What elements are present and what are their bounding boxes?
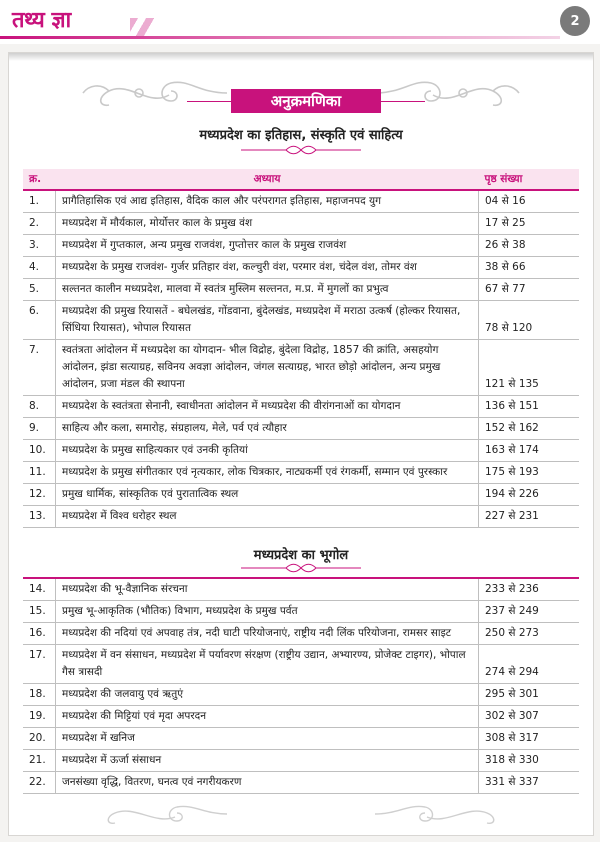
chapter-title: मध्यप्रदेश की नदियां एवं अपवाह तंत्र, नदी घाटी परियोजनाएं, राष्ट्रीय नदी लिंक परियोजना, रामसर साइट	[56, 623, 479, 645]
page-number-badge: 2	[560, 6, 590, 36]
chapter-title: मध्यप्रदेश में मौर्यकाल, मोर्योत्तर काल के प्रमुख वंश	[56, 213, 479, 235]
chapter-title: मध्यप्रदेश के प्रमुख राजवंश- गुर्जर प्रतिहार वंश, कल्चुरी वंश, परमार वंश, चंदेल वंश, तोमर वंश	[56, 257, 479, 279]
chapter-number: 11.	[23, 462, 56, 484]
col-header-chapter: अध्याय	[253, 173, 281, 185]
page-range: 121 से 135	[479, 340, 580, 396]
right-ornament-icon	[373, 73, 523, 113]
chapter-number: 20.	[23, 728, 56, 750]
table-row	[23, 506, 579, 528]
chapter-title: साहित्य और कला, समारोह, संग्रहालय, मेले, पर्व एवं त्यौहार	[56, 418, 479, 440]
page-range: 233 से 236	[479, 578, 580, 601]
chapter-title: मध्यप्रदेश में ऊर्जा संसाधन	[56, 750, 479, 772]
chapter-number: 6.	[23, 301, 56, 340]
page-range: 152 से 162	[479, 418, 580, 440]
chapter-number: 15.	[23, 601, 56, 623]
page-range: 163 से 174	[479, 440, 580, 462]
table-row	[23, 462, 579, 484]
table-row	[23, 257, 579, 279]
chapter-title: सल्तनत कालीन मध्यप्रदेश, मालवा में स्वतंत्र मुस्लिम सल्तनत, म.प्र. में मुगलों का प्रभुत्व	[56, 279, 479, 301]
chapter-number: 12.	[23, 484, 56, 506]
bottom-left-ornament-icon	[89, 801, 229, 827]
page-range: 38 से 66	[479, 257, 580, 279]
section1-title: मध्यप्रदेश का इतिहास, संस्कृति एवं साहित्य	[199, 128, 403, 143]
brand-stripe-decoration	[130, 18, 160, 36]
page-range: 302 से 307	[479, 706, 580, 728]
chapter-title: प्रमुख धार्मिक, सांस्कृतिक एवं पुरातात्विक स्थल	[56, 484, 479, 506]
chapter-title: मध्यप्रदेश की प्रमुख रियासतें - बघेलखंड, गोंडवाना, बुंदेलखंड, मध्यप्रदेश में मराठा उत्कर्ष (होल्कर रियासत, सिंधिया रियासत), भोपाल रियासत	[56, 301, 479, 340]
table-row	[23, 440, 579, 462]
page-range: 17 से 25	[479, 213, 580, 235]
page-range: 250 से 273	[479, 623, 580, 645]
chapter-title: मध्यप्रदेश में खनिज	[56, 728, 479, 750]
section2-title: मध्यप्रदेश का भूगोल	[253, 548, 349, 563]
chapter-title: जनसंख्या वृद्धि, वितरण, घनत्व एवं नगरीयकरण	[56, 772, 479, 794]
page-range: 26 से 38	[479, 235, 580, 257]
bottom-right-ornament-icon	[373, 801, 513, 827]
table-row	[23, 578, 579, 601]
chapter-number: 21.	[23, 750, 56, 772]
page-range: 318 से 330	[479, 750, 580, 772]
chapter-title: मध्यप्रदेश की जलवायु एवं ऋतुएं	[56, 684, 479, 706]
chapter-title: मध्यप्रदेश की मिट्टियां एवं मृदा अपरदन	[56, 706, 479, 728]
table-row	[23, 340, 579, 396]
page-range: 274 से 294	[479, 645, 580, 684]
chapter-number: 2.	[23, 213, 56, 235]
chapter-number: 4.	[23, 257, 56, 279]
table-row	[23, 301, 579, 340]
chapter-title: मध्यप्रदेश के प्रमुख संगीतकार एवं नृत्यकार, लोक चित्रकार, नाट्यकर्मी एवं रंगकर्मी, सम्मान एवं पुरस्कार	[56, 462, 479, 484]
index-title: अनुक्रमणिका	[231, 89, 381, 113]
chapter-title: प्रमुख भू-आकृतिक (भौतिक) विभाग, मध्यप्रदेश के प्रमुख पर्वत	[56, 601, 479, 623]
page-range: 227 से 231	[479, 506, 580, 528]
table-row	[23, 706, 579, 728]
chapter-number: 1.	[23, 190, 56, 213]
table-row	[23, 235, 579, 257]
col-header-page: पृष्ठ संख्या	[484, 173, 523, 185]
chapter-number: 5.	[23, 279, 56, 301]
col-header-num: क्र.	[29, 173, 42, 185]
table-row	[23, 684, 579, 706]
table-row	[23, 418, 579, 440]
table-row	[23, 772, 579, 794]
page-range: 67 से 77	[479, 279, 580, 301]
flourish-divider-icon	[241, 563, 361, 573]
chapter-number: 18.	[23, 684, 56, 706]
table-header-row	[23, 169, 579, 190]
page-range: 78 से 120	[479, 301, 580, 340]
table-row	[23, 213, 579, 235]
chapter-title: मध्यप्रदेश के प्रमुख साहित्यकार एवं उनकी कृतियां	[56, 440, 479, 462]
chapter-number: 8.	[23, 396, 56, 418]
chapter-number: 10.	[23, 440, 56, 462]
table-row	[23, 484, 579, 506]
chapter-title: स्वतंत्रता आंदोलन में मध्यप्रदेश का योगदान- भील विद्रोह, बुंदेला विद्रोह, 1857 की क्रांति, असहयोग आंदोलन, झंडा सत्याग्रह, सविनय अवज्ञा आंदोलन, जंगल सत्याग्रह, भारत छोड़ो आंदोलन, अन्य प्रमुख आंदोलन, प्रजा मंडल की स्थापना	[56, 340, 479, 396]
sheet-shadow	[9, 53, 593, 61]
page-range: 295 से 301	[479, 684, 580, 706]
left-ornament-icon	[79, 73, 229, 113]
chapter-number: 14.	[23, 578, 56, 601]
flourish-divider-icon	[241, 145, 361, 155]
chapter-number: 16.	[23, 623, 56, 645]
chapter-number: 17.	[23, 645, 56, 684]
table-row	[23, 645, 579, 684]
page-range: 331 से 337	[479, 772, 580, 794]
geography-chapters-table	[23, 577, 579, 794]
brand-logo	[6, 4, 81, 36]
chapter-number: 9.	[23, 418, 56, 440]
chapter-title: मध्यप्रदेश की भू-वैज्ञानिक संरचना	[56, 578, 479, 601]
chapter-title: मध्यप्रदेश के स्वतंत्रता सेनानी, स्वाधीनता आंदोलन में मध्यप्रदेश की वीरांगनाओं का योगदान	[56, 396, 479, 418]
table-row	[23, 190, 579, 213]
page-range: 237 से 249	[479, 601, 580, 623]
table-row	[23, 279, 579, 301]
header-divider	[0, 36, 560, 39]
table-row	[23, 623, 579, 645]
page-range: 04 से 16	[479, 190, 580, 213]
chapter-title: मध्यप्रदेश में गुप्तकाल, अन्य प्रमुख राजवंश, गुप्तोत्तर काल के प्रमुख राजवंश	[56, 235, 479, 257]
chapter-number: 13.	[23, 506, 56, 528]
page-range: 136 से 151	[479, 396, 580, 418]
content-sheet	[8, 52, 594, 836]
table-row	[23, 396, 579, 418]
table-row	[23, 750, 579, 772]
chapter-number: 22.	[23, 772, 56, 794]
page-range: 308 से 317	[479, 728, 580, 750]
table-row	[23, 601, 579, 623]
header-bar	[0, 0, 600, 44]
chapter-number: 3.	[23, 235, 56, 257]
chapter-title: प्रागैतिहासिक एवं आद्य इतिहास, वैदिक काल और परंपरागत इतिहास, महाजनपद युग	[56, 190, 479, 213]
page-range: 175 से 193	[479, 462, 580, 484]
chapter-title: मध्यप्रदेश में विश्व धरोहर स्थल	[56, 506, 479, 528]
history-chapters-table	[23, 169, 579, 528]
page-range: 194 से 226	[479, 484, 580, 506]
table-row	[23, 728, 579, 750]
brand-name: तथ्य ज्ञा	[12, 7, 71, 33]
chapter-number: 19.	[23, 706, 56, 728]
chapter-number: 7.	[23, 340, 56, 396]
chapter-title: मध्यप्रदेश में वन संसाधन, मध्यप्रदेश में पर्यावरण संरक्षण (राष्ट्रीय उद्यान, अभ्यारण्य, प्रोजेक्ट टाइगर), भोपाल गैस त्रासदी	[56, 645, 479, 684]
